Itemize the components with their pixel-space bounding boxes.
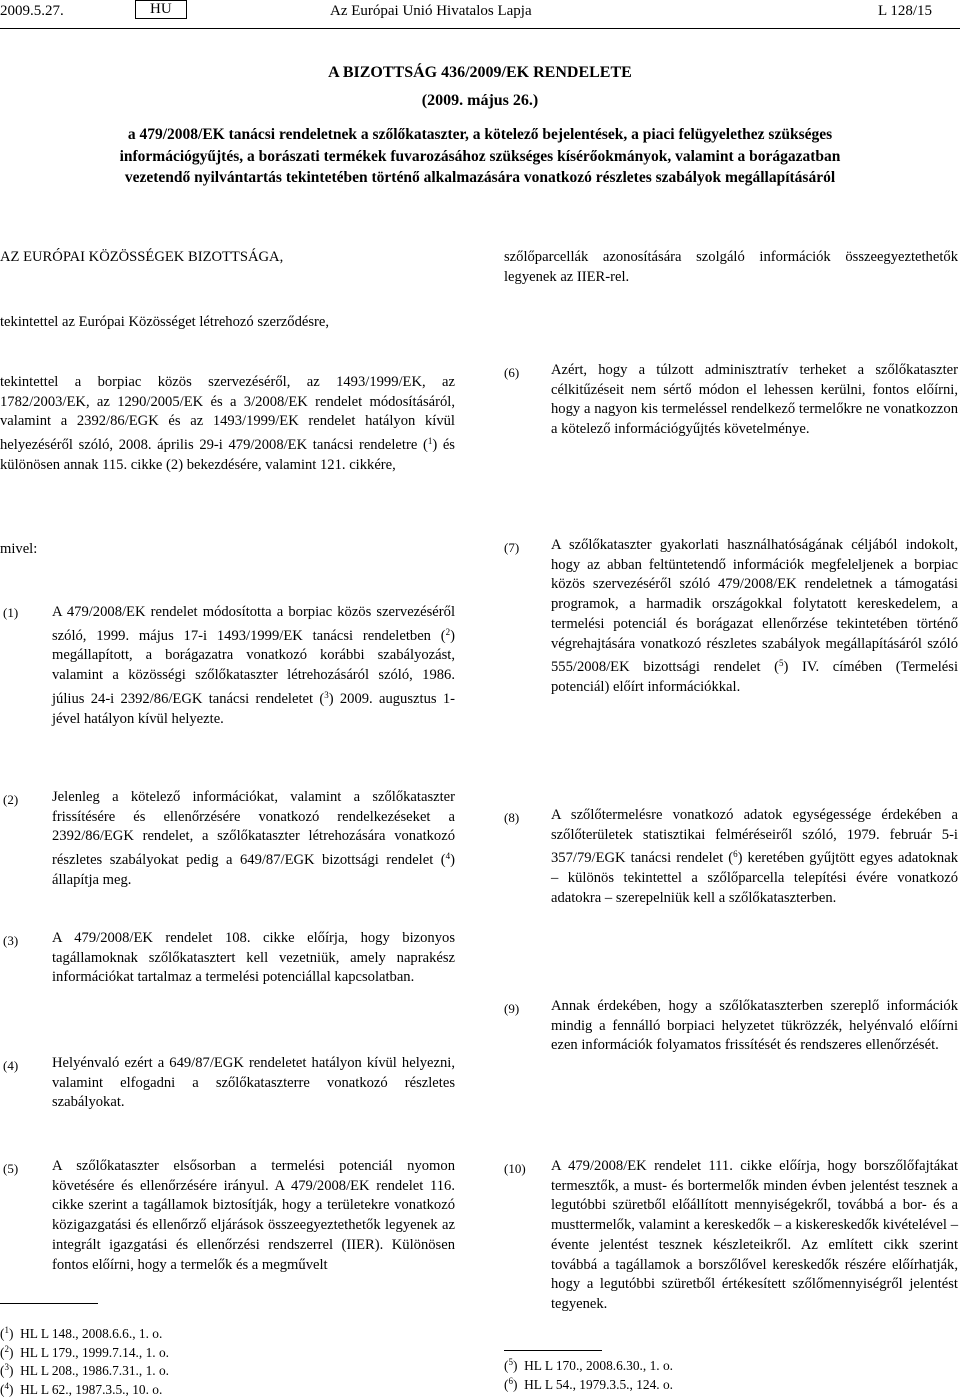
- recital-2: Jelenleg a kötelező információkat, valamint a szőlőkataszter frissítésére és ellenőrzésére vonatkozó rendelkezéseket a 2392/86/EGK rendelet, a szőlőkataszter létrehozására vonatkozó részletes szabályokat pedig a 649/87/EGK bizottsági rendelet ($^4$) állapítja meg.: [52, 789, 455, 888]
- recital-5: A szőlőkataszter elsősorban a termelési potenciál nyomon követésére és ellenőrzésére irányul. A 479/2008/EK rendelet 116. cikke szerint a tagállamok biztosítják, hogy a területekre vonatkozó közigazgatási és ellenőrző eljárások összeegyeztethetők legyenek az integrált igazgatási és ellenőrzési rendszerrel (IIER). Különösen fontos előírni, hogy a termelők és a megművelt: [52, 1158, 455, 1273]
- regulation-subject: a 479/2008/EK tanácsi rendeletnek a szőlőkataszter, a kötelező bejelentések, a piaci felügyelethez szükséges információgyűjtés, a borászati termékek fuvarozásához szükséges kísérőokmányok, valamint a borágazatban vezetendő nyilvántartás tekintetében történő alkalmazására vonatkozó részletes szabályok megállapításáról: [119, 126, 841, 187]
- footnote: ($^6$) HL L 54., 1979.3.5., 124. o.: [504, 1375, 674, 1392]
- recital-number: (3): [3, 933, 19, 948]
- recital-number: (6): [504, 365, 520, 380]
- recital-number: (2): [3, 792, 19, 807]
- having-regard-regulation: tekintettel a borpiac közös szervezéséről, az 1493/1999/EK, az 1782/2003/EK, az 1290/2005/EK és a 3/2008/EK rendelet módosításáról, valamint a 2392/86/EGK és az 1493/1999/EK rendelet hatályon kívül helyezéséről szóló, 2008. április 29-i 479/2008/EK tanácsi rendeletre ($^1$) és különösen annak 115. cikke (2) bekezdésére, valamint 121. cikkére,: [0, 374, 455, 473]
- whereas: mivel:: [0, 541, 38, 557]
- footnote: ($^5$) HL L 170., 2008.6.30., 1. o.: [504, 1357, 674, 1373]
- language-badge: HU: [135, 0, 187, 19]
- recital-number: (9): [504, 1001, 520, 1016]
- recital-9: Annak érdekében, hogy a szőlőkataszterben szereplő információk mindig a fennálló borpiaci helyzetet tükrözzék, helyénvaló előírni ezen információk folyamatos frissítését és rendszeres ellenőrzését.: [551, 998, 958, 1054]
- footnote-ref: 2: [445, 626, 451, 637]
- footnote: ($^2$) HL L 179., 1999.7.14., 1. o.: [0, 1343, 170, 1360]
- regulation-title: A BIZOTTSÁG 436/2009/EK RENDELETE: [328, 64, 632, 81]
- recital-number: (1): [3, 605, 19, 620]
- recital-1: A 479/2008/EK rendelet módosította a borpiac közös szervezéséről szóló, 1999. május 17-i 1493/1999/EK tanácsi rendeletben ($^2$) megállapított, a borágazatra vonatkozó korábbi szabályozást, valamint a közösségi szőlőkataszter létrehozásáról szóló, 1986. július 24-i 2392/86/EGK tanácsi rendeletet ($^3$) 2009. augusztus 1-jével hatályon kívül helyezte.: [52, 604, 455, 727]
- recital-3: A 479/2008/EK rendelet 108. cikke előírja, hogy bizonyos tagállamoknak szőlőkatasztert kell vezetniük, amely naprakész információkat tartalmaz a termelési potenciállal kapcsolatban.: [52, 930, 455, 986]
- page-number: L 128/15: [878, 3, 933, 19]
- recital-number: (8): [504, 810, 520, 825]
- recital-4: Helyénvaló ezért a 649/87/EGK rendeletet hatályon kívül helyezni, valamint elfogadni a szőlőkataszterre vonatkozó részletes szabályokat.: [52, 1055, 455, 1111]
- recital-7: A szőlőkataszter gyakorlati használhatóságának céljából indokolt, hogy az abban feltüntetendő információk megfeleljenek a borpiac közös szervezéséről szóló 479/2008/EK rendeletnek a támogatási programok, a harmadik országokkal folytatott kereskedelem, a termelési potenciál és borágazat ellenőrzése tekintetében történő végrehajtására vonatkozó részletes szabályok megállapításáról szóló 555/2008/EK bizottsági rendelet ($^5$) IV. címében (Termelési potenciál) előírt információkkal.: [551, 537, 958, 695]
- footnote-ref: 3: [324, 689, 329, 700]
- regulation-date: (2009. május 26.): [421, 92, 539, 109]
- header-date: 2009.5.27.: [0, 3, 64, 19]
- footnote-rule: [504, 1350, 602, 1351]
- regard-continuation: szőlőparcellák azonosítására szolgáló információk összeegyeztethetők legyenek az IIER-rel.: [504, 249, 958, 285]
- footnotes-right: [504, 1355, 673, 1392]
- footnote: ($^1$) HL L 148., 2008.6.6., 1. o.: [0, 1325, 163, 1341]
- footnote: ($^3$) HL L 208., 1986.7.31., 1. o.: [0, 1362, 170, 1379]
- footnote-rule: [0, 1303, 98, 1304]
- recital-number: (4): [3, 1058, 19, 1073]
- having-regard-treaty: tekintettel az Európai Közösséget létrehozó szerződésre,: [0, 314, 330, 330]
- recital-8: A szőlőtermelésre vonatkozó adatok egységessége érdekében a szőlőterületek statisztikai felméréseiről szóló, 1979. február 5-i 357/79/EGK tanácsi rendelet ($^6$) keretében gyűjtött egyes adatoknak – különös tekintettel a szőlőparcella telepítési évére vonatkozó adatokra – szerepelniük kell a szőlőkataszterben.: [551, 807, 959, 906]
- footnote: ($^4$) HL L 62., 1987.3.5., 10. o.: [0, 1380, 163, 1397]
- journal-title: Az Európai Unió Hivatalos Lapja: [330, 3, 532, 19]
- footnote-ref: 4: [445, 851, 451, 862]
- footnote-ref: 1: [427, 436, 433, 447]
- footnote-ref: 6: [733, 849, 738, 860]
- footnote-ref: 5: [779, 658, 784, 669]
- header-rule: [0, 28, 960, 29]
- recital-number: (5): [3, 1161, 19, 1176]
- recital-6: Azért, hogy a túlzott adminisztratív terheket a szőlőkataszter célkitűzéseit nem sértő módon el lehessen kerülni, fontos előírni, hogy a nagyon kis termeléssel rendelkező termelőkre ne vonatkozzon a kötelező információgyűjtés követelménye.: [551, 362, 958, 438]
- recital-number: (7): [504, 540, 520, 555]
- authority: AZ EURÓPAI KÖZÖSSÉGEK BIZOTTSÁGA,: [0, 249, 284, 265]
- recital-number: (10): [504, 1161, 526, 1176]
- recital-10: A 479/2008/EK rendelet 111. cikke előírja, hogy borszőlőfajtákat termesztők, a must- és bortermelők minden évben jelentést tesznek a legutóbbi szüretből előállított mennyiségekről, továbbá a bor- és a musttermelők, valamint a kereskedők – a kiskereskedők kivételével – évente jelentést tesznek készleteikről. Az említett cikk szerint továbbá a tagállamok a borszőlővel kereskedők részére előírhatják, hogy a legutóbbi szüretből értékesített szőlőmennyiségről jelentést tegyenek.: [551, 1158, 958, 1312]
- page-header: [0, 0, 960, 36]
- footnotes-left: [0, 1323, 169, 1397]
